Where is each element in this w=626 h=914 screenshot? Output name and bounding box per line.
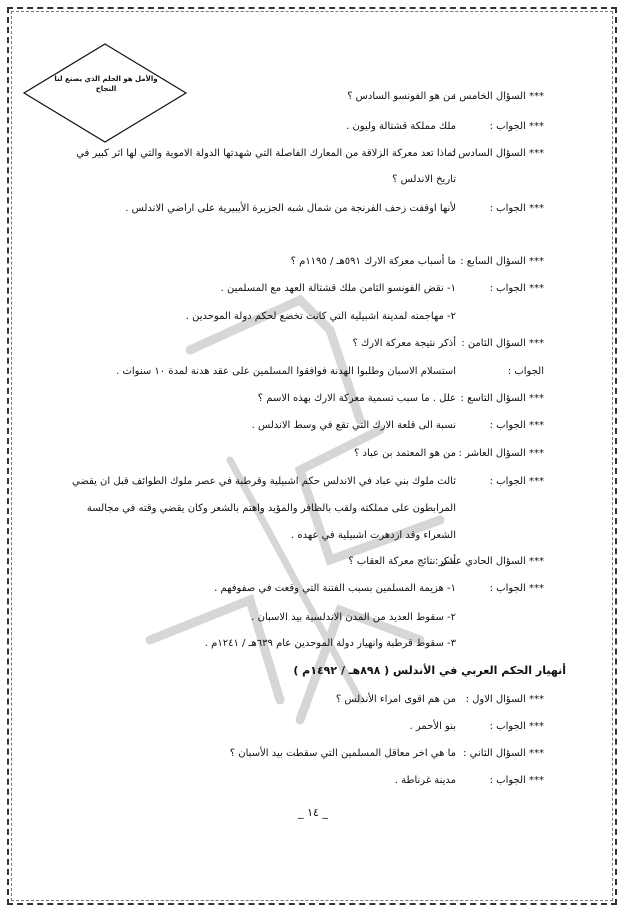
question-8	[352, 338, 544, 349]
answer-label: *** الجواب :	[489, 420, 544, 431]
question-6-continuation: تاريخ الاندلس ؟	[392, 174, 456, 185]
question-text: من هم اقوى امراء الأندلس ؟	[335, 694, 456, 705]
question-text: ما هي اخر معاقل المسلمين التي سقطت بيد الأسبان ؟	[229, 748, 456, 759]
question-text: من هو المعتمد بن عباد ؟	[354, 448, 456, 459]
answer-13	[395, 775, 544, 786]
answer-text: ملك مملكة قشتالة وليون .	[346, 121, 456, 132]
answer-label: الجواب :	[507, 366, 544, 377]
section-heading: أنهيار الحكم العربي في الأندلس ( ٨٩٨هـ / ١٤٩٢م )	[293, 664, 566, 677]
question-label: *** السؤال التاسع :	[460, 393, 544, 404]
question-text: من هو الفونسو السادس ؟	[347, 91, 456, 102]
question-10	[354, 448, 544, 459]
answer-label: *** الجواب :	[489, 283, 544, 294]
question-text: ما أسباب معركة الارك ٥٩١هـ / ١١٩٥م ؟	[290, 256, 456, 267]
answer-10-line-3: الشعراء وقد ازدهرت اشبيلية في عهده .	[290, 530, 456, 541]
answer-11	[214, 583, 544, 594]
question-5	[347, 91, 544, 102]
answer-label: *** الجواب :	[489, 775, 544, 786]
answer-label: *** الجواب :	[489, 476, 544, 487]
question-label: *** السؤال السابع :	[460, 256, 544, 267]
answer-label: *** الجواب :	[489, 203, 544, 214]
answer-8	[116, 366, 544, 377]
answer-7-line-2: ٢- مهاجمته لمدينة اشبيلية التي كانت تخضع لحكم دولة الموحدين .	[185, 311, 456, 322]
answer-text: ١- نقض الفونسو الثامن ملك قشتالة العهد مع المسلمين .	[220, 283, 456, 294]
answer-9	[252, 420, 544, 431]
answer-11-line-2: ٢- سقوط العديد من المدن الاندلسية بيد الاسبان .	[251, 612, 456, 623]
question-9	[258, 393, 544, 404]
answer-text: بنو الأحمر .	[409, 721, 456, 732]
question-label: *** السؤال الحادي عشر :	[434, 556, 544, 567]
answer-text: نسبة الى قلعة الارك التي تقع في وسط الاندلس .	[251, 420, 456, 431]
question-label: *** السؤال السادس :	[451, 148, 544, 159]
answer-10	[72, 476, 544, 487]
answer-7	[221, 283, 544, 294]
answer-12	[410, 721, 544, 732]
question-label: *** السؤال الثاني :	[463, 748, 544, 759]
question-label: *** السؤال الاول :	[465, 694, 544, 705]
answer-6	[125, 203, 544, 214]
question-label: *** السؤال الثامن :	[461, 338, 544, 349]
answer-10-line-2: المرابطون على مملكته ولقب بالظافر والمؤيد واهتم بالشعر وكان يقضي وقته في مجالسة	[86, 503, 456, 514]
question-text: لماذا تعد معركة الزلاقة من المعارك الفاصلة التي شهدتها الدولة الاموية والتي لها اثر كبير في	[76, 148, 456, 159]
motto-text: والأمل هو الحلم الذي يصنع لنا النجاح	[54, 75, 158, 93]
page-number: _ ١٤ _	[298, 806, 328, 819]
answer-text: استسلام الاسبان وطلبوا الهدنة فوافقوا المسلمين على عقد هدنة لمدة ١٠ سنوات .	[116, 366, 456, 377]
answer-11-line-3: ٣- سقوط قرطبة وانهيار دولة الموحدين عام ٦٣٩هـ / ١٢٤١م .	[204, 638, 456, 649]
question-text: أذكر نتائج معركة العقاب ؟	[348, 556, 456, 567]
answer-5	[346, 121, 544, 132]
question-label: *** السؤال العاشر :	[458, 448, 544, 459]
question-11	[348, 556, 544, 567]
answer-text: ١- هزيمة المسلمين بسبب الفتنة التي وقعت في صفوفهم .	[214, 583, 456, 594]
question-12	[336, 694, 544, 705]
answer-label: *** الجواب :	[489, 121, 544, 132]
answer-label: *** الجواب :	[489, 583, 544, 594]
answer-label: *** الجواب :	[489, 721, 544, 732]
answer-text: لأنها اوقفت زحف الفرنجة من شمال شبه الجزيرة الأيبيرية على اراضي الاندلس .	[125, 203, 456, 214]
answer-text: مدينة غرناطة .	[394, 775, 456, 786]
question-13	[230, 748, 544, 759]
question-label: *** السؤال الخامس :	[452, 91, 544, 102]
question-text: أذكر نتيجة معركة الارك ؟	[352, 338, 456, 349]
question-text: علل . ما سبب تسمية معركة الارك بهذه الاسم ؟	[257, 393, 456, 404]
question-7	[291, 256, 544, 267]
answer-text: ثالث ملوك بني عباد في الاندلس حكم اشبيلية وقرطبة في عصر ملوك الطوائف قبل ان يقضي	[72, 476, 456, 487]
question-6	[76, 148, 544, 159]
